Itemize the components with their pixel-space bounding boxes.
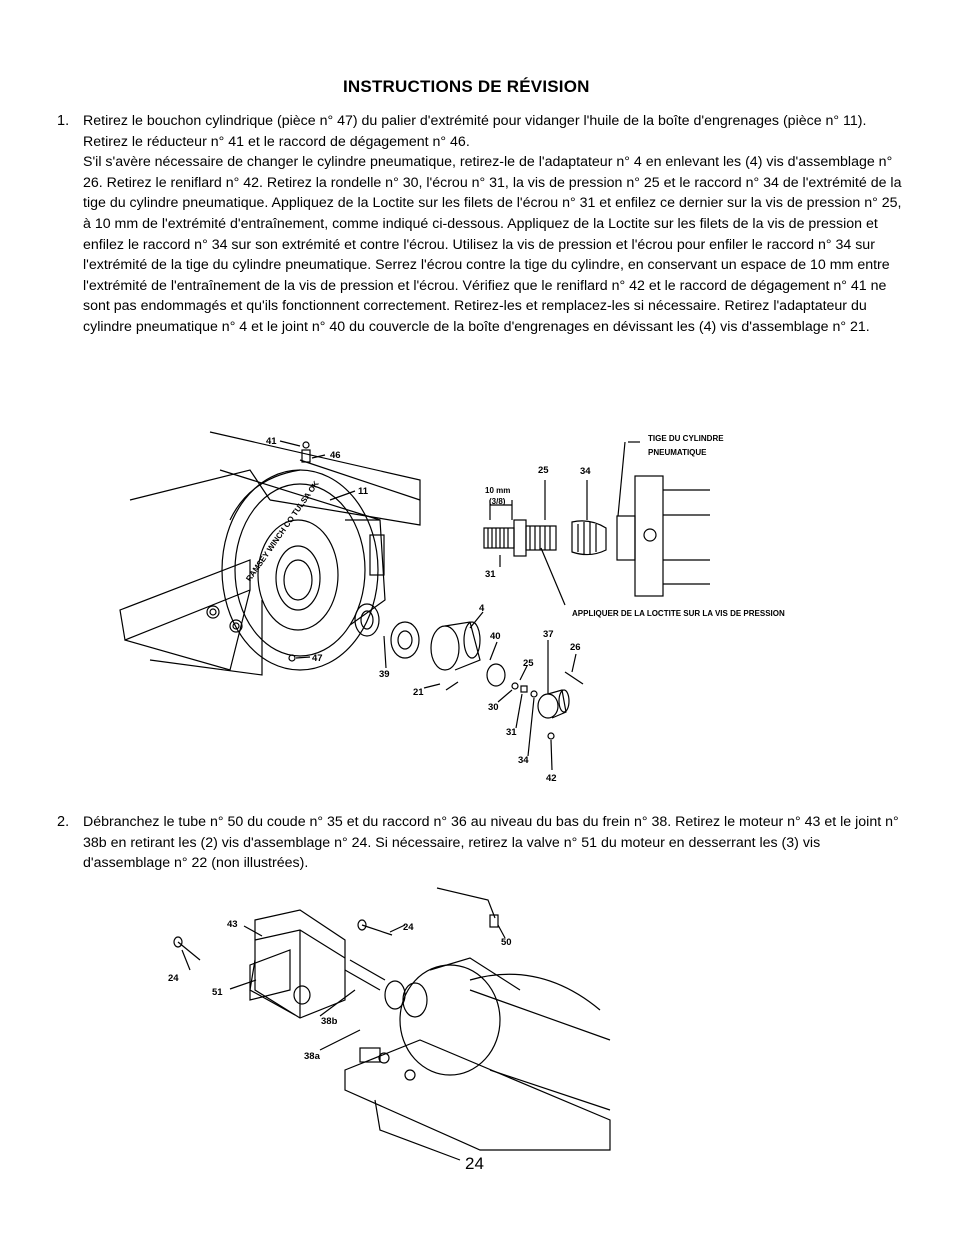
rod-label-line-1: TIGE DU CYLINDRE	[648, 434, 724, 443]
part-41-reducer	[303, 442, 309, 448]
rod-label-line-2: PNEUMATIQUE	[648, 448, 707, 457]
page-number: 24	[465, 1154, 484, 1173]
callout-50: 50	[501, 937, 512, 948]
set-screw-detail-inset	[484, 442, 710, 605]
air-cylinder-rod-end	[617, 476, 710, 596]
dimension-inch: (3/8)	[489, 497, 506, 506]
part-38b-seal	[345, 960, 385, 990]
step-1-paragraph-a: Retirez le bouchon cylindrique (pièce n° 47) du palier d'extrémité pour vidanger l'huile de la boîte d'engrenages (pièce n° 11). Retirez le réducteur n° 41 et le raccord de dégagement n° 46.	[83, 113, 867, 150]
callout-43: 43	[227, 919, 238, 930]
part-43-motor	[250, 910, 345, 1018]
callout-26: 26	[570, 642, 581, 653]
inset-callout-31: 31	[485, 569, 496, 580]
callout-37: 37	[543, 629, 554, 640]
callout-24-right: 24	[403, 922, 414, 933]
callout-41: 41	[266, 436, 277, 447]
part-31-nut	[521, 686, 527, 692]
callout-46: 46	[330, 450, 341, 461]
callout-24-left: 24	[168, 973, 179, 984]
part-46-relief-fitting	[302, 450, 310, 462]
part-51-valve	[250, 950, 290, 1000]
part-21-screw	[446, 682, 458, 690]
dimension-mm: 10 mm	[485, 486, 511, 495]
frame-top-rail	[210, 432, 420, 525]
brand-lettering: RAMSEY WINCH CO TULSA OK	[244, 479, 321, 584]
callout-30: 30	[488, 702, 499, 713]
part-4-adapter	[431, 622, 480, 670]
step-1-number: 1.	[57, 113, 70, 129]
callout-38b: 38b	[321, 1016, 338, 1027]
callout-21: 21	[413, 687, 424, 698]
part-30-washer	[512, 683, 518, 689]
callout-4: 4	[479, 603, 485, 614]
callout-31: 31	[506, 727, 517, 738]
part-40-gasket	[391, 622, 419, 658]
inset-nut-31	[514, 520, 526, 556]
callout-40: 40	[490, 631, 501, 642]
callout-34: 34	[518, 755, 529, 766]
page-title: INSTRUCTIONS DE RÉVISION	[343, 77, 590, 96]
inset-coupling-34	[572, 521, 606, 555]
part-34-coupling	[531, 691, 537, 697]
callout-47: 47	[312, 653, 323, 664]
figure-2-motor-view	[174, 888, 610, 1160]
loctite-note: APPLIQUER DE LA LOCTITE SUR LA VIS DE PRESSION	[572, 609, 785, 618]
inset-callout-34: 34	[580, 466, 591, 477]
step-1-paragraph-b: S'il s'avère nécessaire de changer le cylindre pneumatique, retirez-le de l'adaptateur n° 4 en enlevant les (4) vis d'assemblage n° 26. Retirez le reniflard n° 42. Retirez la rondelle n° 30, l'écrou n° 31, la vis de pression n° 25 et le raccord n° 34 de l'extrémité de la tige du cylindre pneumatique. Appliquez de la Loctite sur les filets de l'écrou n° 31 et enfilez ce dernier sur la vis de pression n° 25, à 10 mm de l'extrémité d'entraînement, comme indiqué ci-dessous. Appliquez de la Loctite sur les filets de la vis de pression et enfilez le raccord n° 34 sur son extrémité et contre l'écrou. Utilisez la vis de pression et l'écrou pour enfiler le raccord n° 34 sur l'extrémité de la tige du cylindre pneumatique. Serrez l'écrou contre la tige du cylindre, en conservant un espace de 10 mm entre l'extrémité de l'entraînement de la vis de pression et l'écrou. Vérifiez que le reniflard n° 42 et le raccord de dégagement n° 41 ne sont pas endommagés et qu'ils fonctionnent correctement. Retirez-les et remplacez-les si nécessaire. Retirez l'adaptateur du cylindre pneumatique n° 4 et le joint n° 40 du couvercle de la boîte d'engrenages en dévissant les (4) vis d'assemblage n° 21.	[83, 154, 902, 335]
part-26-screw	[565, 672, 583, 684]
callout-39: 39	[379, 669, 390, 680]
callout-25: 25	[523, 658, 534, 669]
step-2-number: 2.	[57, 814, 70, 830]
callout-38a: 38a	[304, 1051, 320, 1062]
part-42-breather	[548, 733, 554, 739]
part-37-air-cylinder	[538, 690, 569, 718]
callout-11: 11	[358, 486, 369, 497]
part-50-tube	[437, 888, 495, 918]
part-24-screw-right	[362, 925, 392, 935]
callout-42: 42	[546, 773, 557, 784]
callout-51: 51	[212, 987, 223, 998]
inset-callout-25: 25	[538, 465, 549, 476]
step-2-text: Débranchez le tube n° 50 du coude n° 35 et du raccord n° 36 au niveau du bas du frein n° 38. Retirez le moteur n° 43 et le joint n° 38b en retirant les (2) vis d'assemblage n° 24. Si nécessaire, retirez la valve n° 51 du moteur en desserrant les (3) vis d'assemblage n° 22 (non illustrées).	[83, 814, 899, 872]
